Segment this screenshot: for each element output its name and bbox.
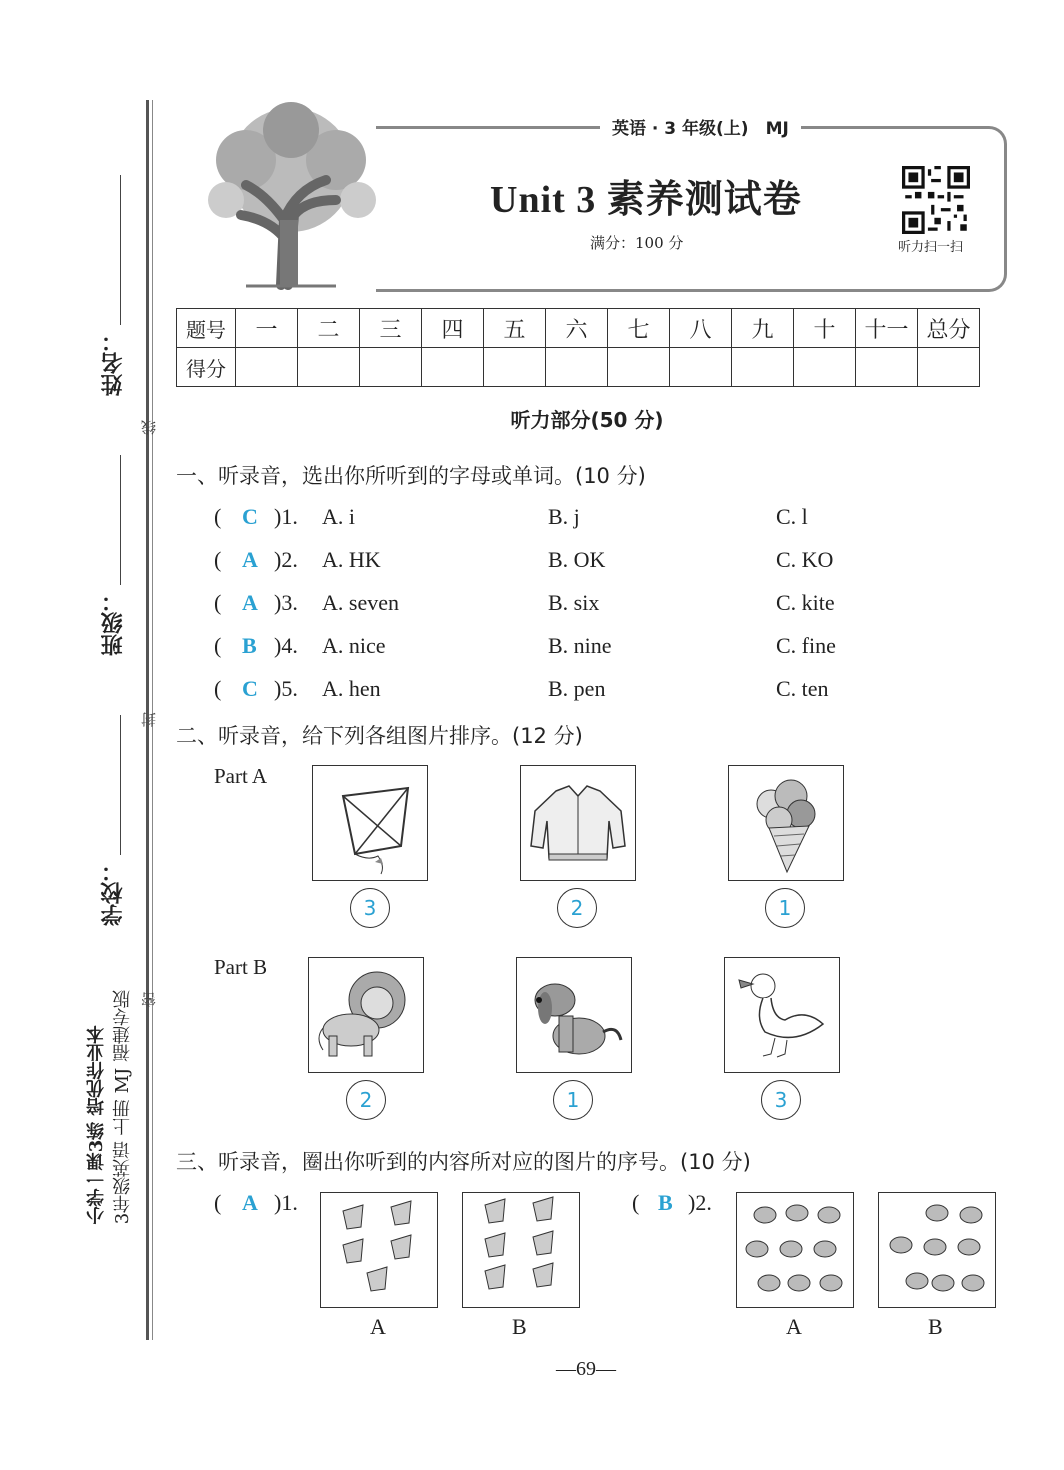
option-c: C. l (776, 504, 808, 529)
dog-icon (517, 958, 631, 1072)
score-cell[interactable] (608, 348, 670, 387)
part-a-label: Part A (214, 764, 268, 788)
paren-open: ( (214, 504, 222, 529)
class-blank-line (120, 455, 121, 585)
option-b: B. OK (548, 547, 606, 572)
option-a: A. i (322, 504, 355, 529)
kites-icon (321, 1193, 437, 1307)
qr-code-icon[interactable] (902, 166, 970, 234)
order-answer-circle[interactable]: 3 (761, 1080, 801, 1120)
option-a: A. HK (322, 547, 381, 572)
question-number: )1. (274, 1190, 298, 1215)
option-b-label: B (512, 1314, 527, 1339)
option-b: B. j (548, 504, 580, 529)
score-cell[interactable] (298, 348, 360, 387)
score-cell[interactable] (918, 348, 980, 387)
option-c: C. ten (776, 676, 829, 701)
score-header-cell: 一 (236, 309, 298, 348)
score-header-cell: 八 (670, 309, 732, 348)
qr-label: 听力扫一扫 (898, 240, 964, 255)
school-label: 学校： (101, 860, 126, 926)
ducks-picture-b[interactable] (878, 1192, 996, 1308)
question-number: )1. (274, 504, 298, 529)
option-a-label: A (786, 1314, 802, 1339)
score-header-cell: 九 (732, 309, 794, 348)
score-header-cell: 三 (360, 309, 422, 348)
ice-cream-picture (728, 765, 844, 881)
full-mark: 满分：100 分 (590, 234, 684, 252)
score-table (176, 308, 980, 387)
ducks-icon (737, 1193, 853, 1307)
option-a: A. nice (322, 633, 386, 658)
school-blank-line (120, 715, 121, 855)
lion-icon (309, 958, 423, 1072)
score-table-score-row (177, 348, 980, 387)
score-row-label: 得分 (177, 348, 236, 387)
kites-icon (463, 1193, 579, 1307)
score-header-cell: 十一 (856, 309, 918, 348)
score-header-cell: 题号 (177, 309, 236, 348)
cut-seal-mark: 封 (140, 712, 158, 727)
kite-icon (313, 766, 427, 880)
order-answer-circle[interactable]: 3 (350, 888, 390, 928)
paren-open: ( (632, 1190, 640, 1215)
ice-cream-icon (729, 766, 843, 880)
option-a: A. seven (322, 590, 399, 615)
name-blank-line (120, 175, 121, 325)
question-number: )5. (274, 676, 298, 701)
score-header-cell: 五 (484, 309, 546, 348)
score-cell[interactable] (670, 348, 732, 387)
option-b: B. pen (548, 676, 606, 701)
score-header-cell: 二 (298, 309, 360, 348)
cut-line-mark: 线 (140, 420, 158, 435)
score-cell[interactable] (360, 348, 422, 387)
option-b: B. six (548, 590, 600, 615)
brand-line-1: 小学一课3练 培优作业本 (86, 1025, 107, 1225)
paren-open: ( (214, 590, 222, 615)
page-number: —69— (556, 1358, 616, 1380)
kites-picture-a[interactable] (320, 1192, 438, 1308)
option-b-label: B (928, 1314, 943, 1339)
ducks-picture-a[interactable] (736, 1192, 854, 1308)
jacket-icon (521, 766, 635, 880)
score-header-cell: 六 (546, 309, 608, 348)
answer-mark[interactable]: B (658, 1190, 673, 1215)
score-cell[interactable] (484, 348, 546, 387)
order-answer-circle[interactable]: 1 (553, 1080, 593, 1120)
score-cell[interactable] (732, 348, 794, 387)
score-header-cell: 四 (422, 309, 484, 348)
option-a-label: A (370, 1314, 386, 1339)
paren-open: ( (214, 676, 222, 701)
duck-icon (725, 958, 839, 1072)
answer-mark[interactable]: C (242, 504, 258, 529)
answer-mark[interactable]: B (242, 633, 257, 658)
part-b-label: Part B (214, 955, 268, 979)
order-answer-circle[interactable]: 1 (765, 888, 805, 928)
score-cell[interactable] (422, 348, 484, 387)
brand-line-2: 3年级英语 上册 MJ 福建专版 (112, 990, 133, 1225)
jacket-picture (520, 765, 636, 881)
kite-picture (312, 765, 428, 881)
page-title: Unit 3 素养测试卷 (490, 179, 802, 221)
brand-text (84, 990, 136, 1224)
subject-label: 英语 · 3 年级(上) MJ (600, 114, 801, 139)
listening-header: 听力部分(50 分) (510, 408, 664, 432)
option-c: C. kite (776, 590, 835, 615)
score-cell[interactable] (236, 348, 298, 387)
answer-mark[interactable]: C (242, 676, 258, 701)
paren-open: ( (214, 547, 222, 572)
score-header-cell: 十 (794, 309, 856, 348)
kites-picture-b[interactable] (462, 1192, 580, 1308)
score-header-cell: 总分 (918, 309, 980, 348)
question-number: )2. (274, 547, 298, 572)
score-cell[interactable] (794, 348, 856, 387)
option-c: C. fine (776, 633, 836, 658)
tree-illustration (186, 100, 396, 290)
question-number: )2. (688, 1190, 712, 1215)
score-cell[interactable] (546, 348, 608, 387)
duck-picture (724, 957, 840, 1073)
order-answer-circle[interactable]: 2 (346, 1080, 386, 1120)
section-1-title: 一、听录音，选出你所听到的字母或单词。(10 分) (176, 464, 646, 488)
class-label: 班级： (101, 590, 126, 656)
paren-open: ( (214, 633, 222, 658)
order-answer-circle[interactable]: 2 (557, 888, 597, 928)
question-number: )3. (274, 590, 298, 615)
option-c: C. KO (776, 547, 834, 572)
score-header-cell: 七 (608, 309, 670, 348)
paren-open: ( (214, 1190, 222, 1215)
lion-picture (308, 957, 424, 1073)
option-a: A. hen (322, 676, 381, 701)
answer-mark[interactable]: A (242, 1190, 258, 1215)
name-label: 姓名： (101, 330, 126, 396)
dog-picture (516, 957, 632, 1073)
question-number: )4. (274, 633, 298, 658)
ducks-icon (879, 1193, 995, 1307)
answer-mark[interactable]: A (242, 590, 258, 615)
answer-mark[interactable]: A (242, 547, 258, 572)
section-3-title: 三、听录音，圈出你听到的内容所对应的图片的序号。(10 分) (176, 1150, 751, 1174)
option-b: B. nine (548, 633, 612, 658)
section-2-title: 二、听录音，给下列各组图片排序。(12 分) (176, 724, 583, 748)
score-table-header-row (177, 309, 980, 348)
score-cell[interactable] (856, 348, 918, 387)
cut-secret-mark: 密 (140, 992, 158, 1007)
